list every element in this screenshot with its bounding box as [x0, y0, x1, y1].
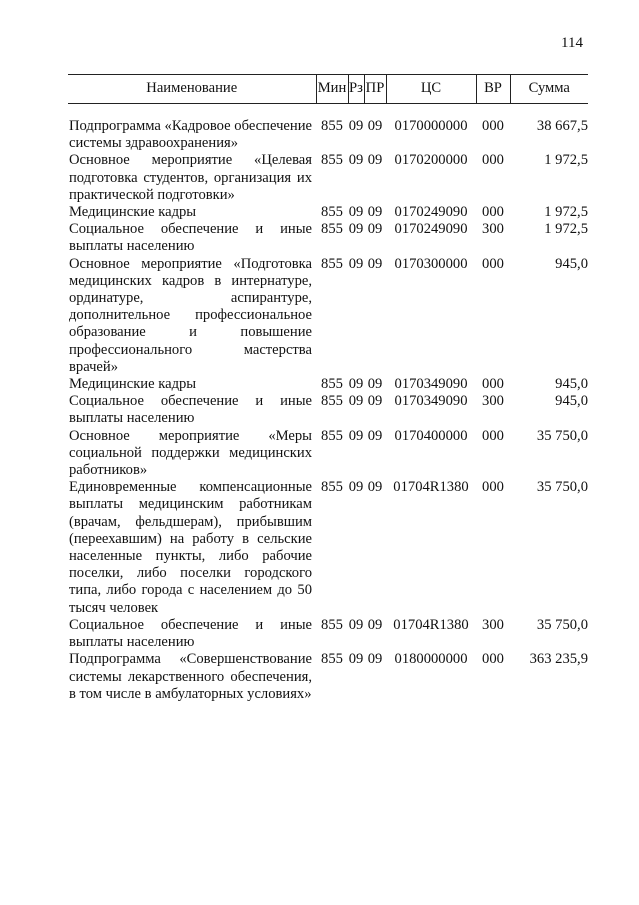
row-name: Основное мероприятие «Подготовка медицинских кадров в интернатуре, ординатуре, аспирантуре, дополнительное профессиональное образование и повышение профессионального мастерства врачей»: [69, 255, 312, 375]
row-min: 855: [321, 616, 343, 633]
row-pr: 09: [367, 118, 383, 134]
table-row: [68, 204, 588, 221]
row-cs: 0170249090: [394, 204, 468, 221]
row-vr: 000: [482, 152, 504, 169]
row-vr: 000: [482, 427, 504, 444]
table-row: [68, 376, 588, 393]
table-row: [68, 152, 588, 204]
row-cs: 0170000000: [394, 118, 468, 134]
row-rz: 09: [348, 393, 364, 410]
row-rz: 09: [348, 427, 364, 444]
row-cs: 01704R1380: [393, 479, 469, 496]
table-row: [68, 256, 588, 376]
table-row: [68, 651, 588, 703]
row-cs: 0170400000: [394, 427, 468, 444]
header-cs: ЦС: [386, 75, 476, 104]
row-vr: 300: [482, 616, 504, 633]
row-sum: 363 235,9: [529, 651, 588, 668]
row-rz: 09: [348, 479, 364, 496]
row-pr: 09: [367, 616, 383, 633]
row-name: Социальное обеспечение и иные выплаты населению: [69, 393, 312, 427]
table-row: [68, 221, 588, 255]
row-min: 855: [321, 204, 343, 221]
row-vr: 300: [482, 393, 504, 410]
row-min: 855: [321, 376, 343, 393]
row-min: 855: [321, 118, 343, 134]
row-pr: 09: [367, 221, 383, 238]
row-name: Подпрограмма «Совершенствование системы лекарственного обеспечения, в том числе в амбулаторных условиях»: [69, 651, 312, 702]
row-cs: 0180000000: [394, 651, 468, 668]
row-min: 855: [321, 221, 343, 238]
header-rz: Рз: [348, 75, 364, 104]
row-vr: 300: [482, 221, 504, 238]
row-sum: 35 750,0: [536, 479, 588, 496]
row-rz: 09: [348, 118, 364, 134]
row-sum: 1 972,5: [544, 204, 588, 221]
row-sum: 38 667,5: [536, 118, 588, 134]
row-sum: 945,0: [555, 376, 588, 393]
row-min: 855: [321, 152, 343, 169]
table-row: [68, 118, 588, 152]
table-row: [68, 479, 588, 617]
row-cs: 0170349090: [394, 393, 468, 410]
row-pr: 09: [367, 376, 383, 393]
row-min: 855: [321, 255, 343, 272]
row-vr: 000: [482, 255, 504, 272]
row-name: Подпрограмма «Кадровое обеспечение системы здравоохранения»: [69, 118, 312, 152]
row-sum: 945,0: [555, 393, 588, 410]
row-rz: 09: [348, 221, 364, 238]
row-name: Медицинские кадры: [69, 376, 197, 393]
row-vr: 000: [482, 118, 504, 134]
row-pr: 09: [367, 152, 383, 169]
row-name: Единовременные компенсационные выплаты медицинским работникам (врачам, фельдшерам), прибывшим (переехавшим) на работу в сельские населенные пункты, либо рабочие поселки, либо поселки городского типа, либо города с населением до 50 тысяч человек: [69, 479, 312, 616]
header-pr: ПР: [364, 75, 386, 104]
row-vr: 000: [482, 651, 504, 668]
row-sum: 945,0: [555, 255, 588, 272]
row-sum: 35 750,0: [536, 427, 588, 444]
header-sum: Сумма: [510, 75, 588, 104]
row-cs: 01704R1380: [393, 616, 469, 633]
header-spacer: [68, 104, 588, 119]
table-row: [68, 617, 588, 651]
row-cs: 0170249090: [394, 221, 468, 238]
row-sum: 1 972,5: [544, 152, 588, 169]
row-name: Социальное обеспечение и иные выплаты населению: [69, 616, 312, 651]
row-rz: 09: [348, 651, 364, 668]
row-rz: 09: [348, 255, 364, 272]
row-pr: 09: [367, 204, 383, 221]
table-row: [68, 428, 588, 480]
row-min: 855: [321, 651, 343, 668]
table-header: [68, 75, 588, 104]
table-row: [68, 393, 588, 427]
row-vr: 000: [482, 204, 504, 221]
row-rz: 09: [348, 376, 364, 393]
row-pr: 09: [367, 393, 383, 410]
row-pr: 09: [367, 427, 383, 444]
row-vr: 000: [482, 479, 504, 496]
row-min: 855: [321, 479, 343, 496]
row-rz: 09: [348, 616, 364, 633]
row-vr: 000: [482, 376, 504, 393]
row-min: 855: [321, 393, 343, 410]
header-min: Мин: [316, 75, 348, 104]
row-sum: 35 750,0: [536, 616, 588, 633]
row-cs: 0170200000: [394, 152, 468, 169]
row-pr: 09: [367, 479, 383, 496]
row-rz: 09: [348, 152, 364, 169]
row-cs: 0170300000: [394, 255, 468, 272]
row-name: Медицинские кадры: [69, 204, 197, 221]
row-cs: 0170349090: [394, 376, 468, 393]
row-name: Основное мероприятие «Меры социальной поддержки медицинских работников»: [69, 427, 312, 479]
row-sum: 1 972,5: [544, 221, 588, 238]
row-rz: 09: [348, 204, 364, 221]
table-body: [68, 104, 588, 703]
budget-table: [68, 74, 588, 703]
row-name: Основное мероприятие «Целевая подготовка студентов, организация их практической подготовки»: [69, 152, 312, 203]
header-vr: ВР: [476, 75, 510, 104]
row-pr: 09: [367, 651, 383, 668]
row-name: Социальное обеспечение и иные выплаты населению: [69, 221, 312, 255]
header-name: Наименование: [68, 75, 316, 104]
page-number: 114: [561, 35, 583, 51]
row-min: 855: [321, 427, 343, 444]
row-pr: 09: [367, 255, 383, 272]
